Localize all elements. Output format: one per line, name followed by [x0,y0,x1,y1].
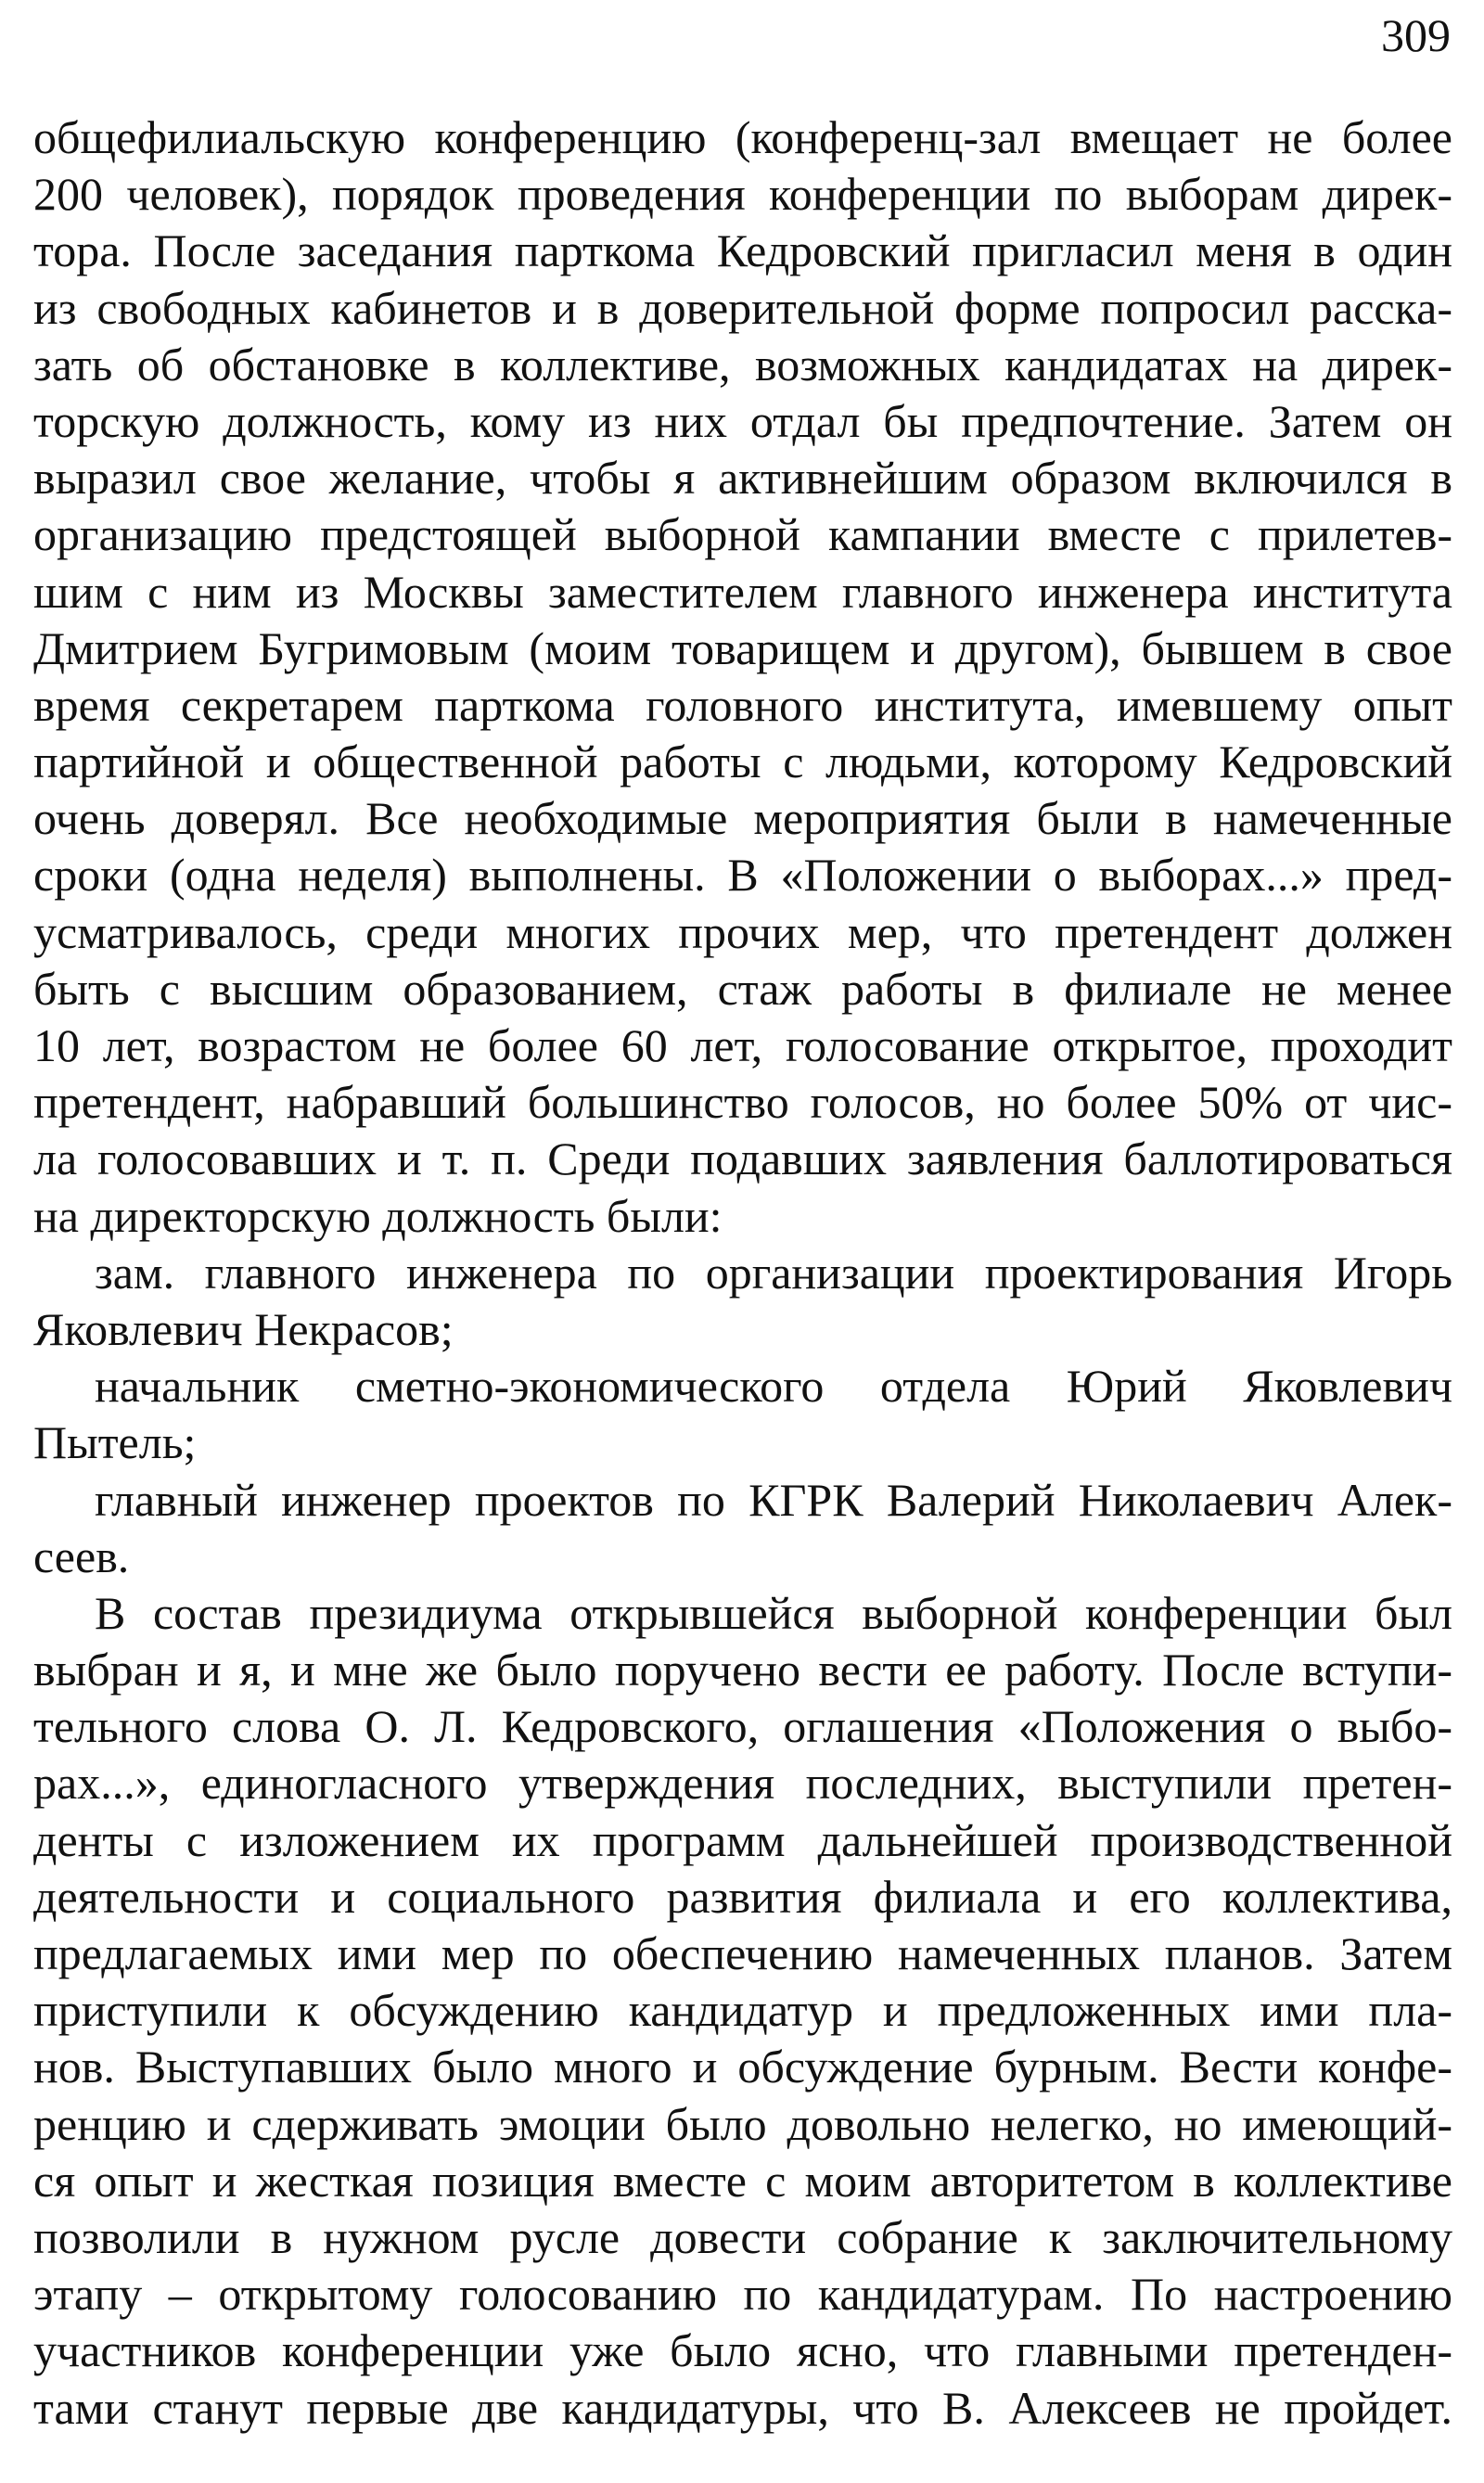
text-line: 10 лет, возрастом не более 60 лет, голосование открытое, проходит [33,1019,1452,1071]
text-line: Пытель; [33,1416,197,1469]
text-line: приступили к обсуждению кандидатур и предложенных ими пла- [33,1984,1452,2037]
text-line: ренцию и сдерживать эмоции было довольно нелегко, но имеющий- [33,2097,1452,2150]
text-line: быть с высшим образованием, стаж работы в филиале не менее [33,962,1452,1015]
text-line: тами станут первые две кандидатуры, что В. Алексеев не пройдет. [33,2381,1452,2434]
text-line: тельного слова О. Л. Кедровского, оглашения «Положения о выбо- [33,1700,1452,1753]
text-line: ся опыт и жесткая позиция вместе с моим авторитетом в коллективе [33,2154,1452,2207]
text-line: выбран и я, и мне же было поручено вести ее работу. После вступи- [33,1644,1452,1696]
text-line: тора. После заседания парткома Кедровский пригласил меня в один [33,224,1452,277]
text-line: сроки (одна неделя) выполнены. В «Положении о выборах...» пред- [33,849,1452,902]
text-line: на директорскую должность были: [33,1189,723,1242]
text-line: время секретарем парткома головного института, имевшему опыт [33,678,1452,731]
text-line: усматривалось, среди многих прочих мер, что претендент должен [33,905,1452,958]
text-line: участников конференции уже было ясно, что главными претенден- [33,2324,1452,2377]
text-line: ла голосовавших и т. п. Среди подавших заявления баллотироваться [33,1133,1452,1185]
text-line: денты с изложением их программ дальнейшей производственной [33,1813,1452,1866]
text-line: рах...», единогласного утверждения последних, выступили претен- [33,1757,1452,1810]
text-line: начальник сметно-экономического отдела Юрий Яковлевич [95,1360,1452,1413]
body-text [33,109,1452,2437]
text-line: сеев. [33,1529,130,1582]
text-line: В состав президиума открывшейся выборной конференции был [95,1586,1452,1639]
text-line: шим с ним из Москвы заместителем главного инженера института [33,565,1452,618]
page-number: 309 [1381,9,1451,61]
text-line: претендент, набравший большинство голосов, но более 50% от чис- [33,1076,1452,1129]
text-line: 200 человек), порядок проведения конференции по выборам дирек- [33,168,1452,221]
text-line: деятельности и социального развития филиала и его коллектива, [33,1870,1452,1923]
text-line: главный инженер проектов по КГРК Валерий Николаевич Алек- [95,1473,1452,1526]
text-line: из свободных кабинетов и в доверительной форме попросил расска- [33,281,1452,334]
text-line: партийной и общественной работы с людьми, которому Кедровский [33,736,1452,788]
text-line: зать об обстановке в коллективе, возможных кандидатах на дирек- [33,338,1452,390]
text-line: нов. Выступавших было много и обсуждение бурным. Вести конфе- [33,2041,1452,2093]
text-line: зам. главного инженера по организации проектирования Игорь [95,1246,1452,1299]
text-line: Яковлевич Некрасов; [33,1302,454,1355]
text-line: общефилиальскую конференцию (конференц-зал вмещает не более [33,111,1452,163]
text-line: очень доверял. Все необходимые мероприятия были в намеченные [33,792,1452,845]
text-line: предлагаемых ими мер по обеспечению намеченных планов. Затем [33,1927,1452,1979]
text-line: организацию предстоящей выборной кампании вместе с прилетев- [33,508,1452,561]
text-line: торскую должность, кому из них отдал бы предпочтение. Затем он [33,394,1452,447]
text-line: позволили в нужном русле довести собрание к заключительному [33,2210,1452,2263]
text-line: этапу – открытому голосованию по кандидатурам. По настроению [33,2268,1452,2321]
text-line: Дмитрием Бугримовым (моим товарищем и другом), бывшем в свое [33,621,1452,674]
text-line: выразил свое желание, чтобы я активнейшим образом включился в [33,452,1452,505]
